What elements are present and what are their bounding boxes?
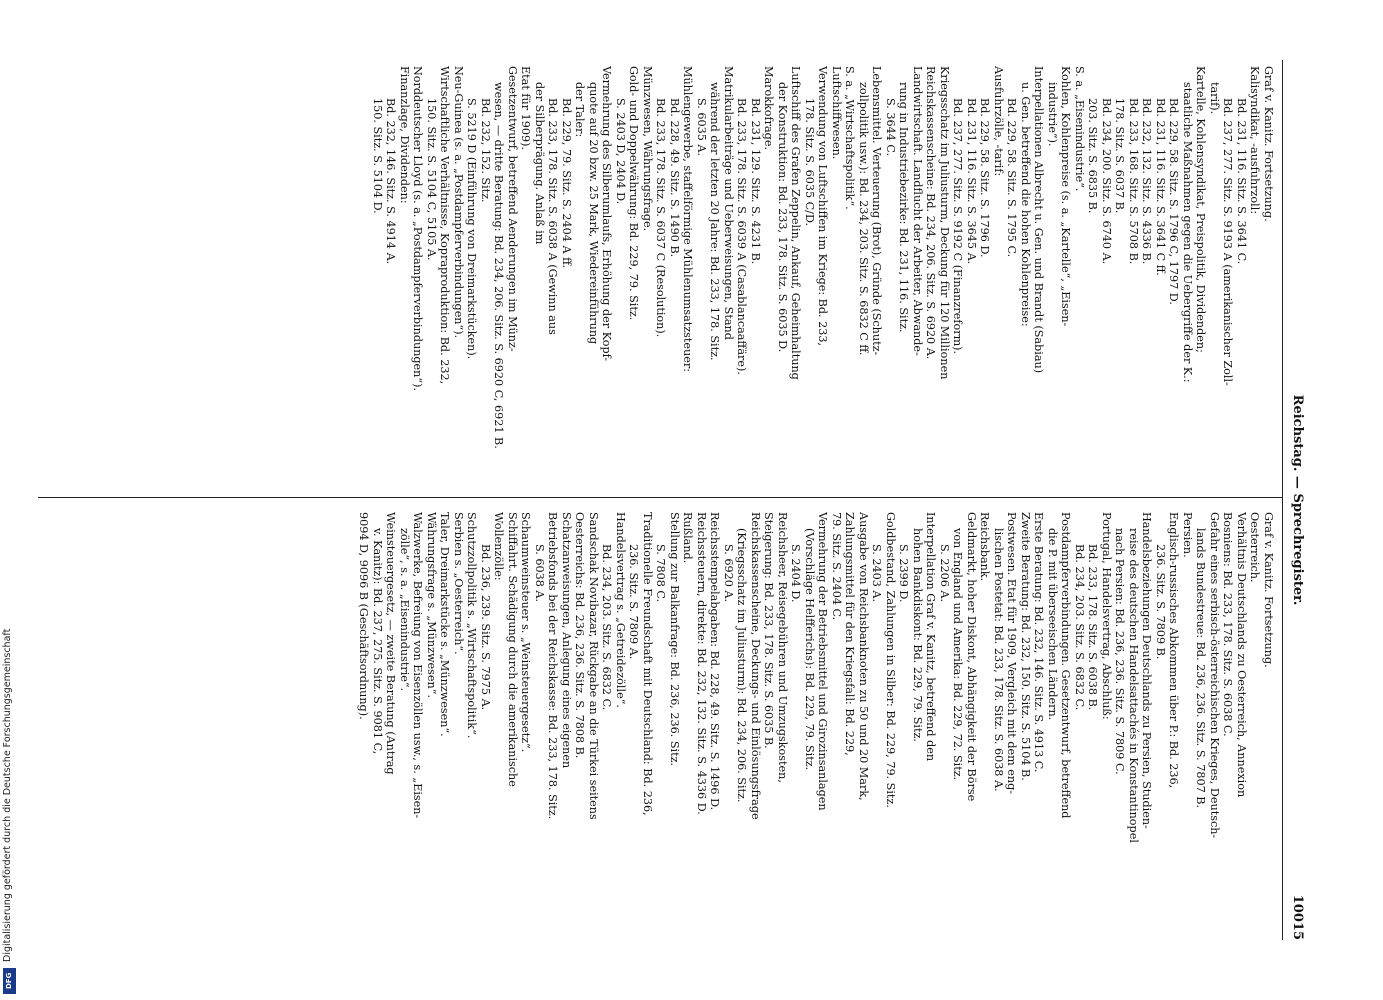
footer	[0, 0, 20, 1000]
column-divider	[38, 497, 1283, 498]
index-entry-line: S. 7808 C.	[654, 544, 668, 603]
index-entry-line: lands Bundestreue: Bd. 236, 236. Sitz. S. 7807 B.	[1194, 528, 1208, 809]
index-entry-line: 150. Sitz. S. 5104 D.	[371, 98, 384, 214]
index-entry-line: Luftschiff des Grafen Zeppelin, Ankauf, Geheimhaltung	[789, 66, 803, 380]
index-entry-line: Gesetzentwurf, betreffend Aenderungen im Münz-	[506, 66, 519, 352]
index-entry-line: quote auf 20 bzw. 25 Mark, Wiedereinführung	[587, 82, 600, 345]
index-entry-line: Gold- und Doppelwährung: Bd. 229, 79. Sitz.	[627, 66, 641, 321]
index-entry-line: Bd. 231, 129. Sitz. S. 4231 B.	[749, 98, 762, 265]
index-entry-line: Ausfuhrzölle, -tarif:	[992, 66, 1005, 177]
index-entry-line: 9094 D, 9096 B (Geschäftsordnung).	[357, 512, 371, 720]
index-entry-line: lischen Postetat: Bd. 233, 178. Sitz. S. 6038 A.	[992, 528, 1005, 792]
index-entry-line: Bd. 234, 200. Sitz. S. 6740 A.	[1100, 98, 1113, 265]
index-entry-line: Weinsteuergesetz, — zweite Beratung (Antrag	[384, 512, 398, 775]
index-entry-line: Mühlengewerbe, staffelförmige Mühlenumsatzsteuer:	[681, 66, 695, 372]
index-entry-line: Vermehrung des Silberumlaufs, Erhöhung der Kopf-	[600, 66, 614, 362]
index-entry-line: staatliche Maßnahmen gegen die Uebergriffe der K.:	[1181, 82, 1194, 383]
index-entry-line: rung in Industriebezirke: Bd. 231, 116. Sitz.	[897, 82, 911, 333]
index-entry-line: Interpellationen Albrecht u. Gen. und Brandt (Sabiau)	[1032, 66, 1046, 374]
index-entry-line: Reichsbank.	[978, 512, 992, 582]
index-entry-line: Bd. 236, 239. Sitz. S. 7975 A.	[479, 544, 492, 711]
index-entry-line: Betriebsfonds bei der Reichskasse: Bd. 233, 178. Sitz.	[546, 512, 560, 820]
index-entry-line: Verwendung von Luftschiffen im Kriege: Bd. 233,	[816, 66, 830, 347]
index-entry-line: Bd. 232, 152. Sitz.	[479, 98, 492, 203]
digitization-credit: Digitalisierung gefördert durch die Deutsche Forschungsgemeinschaft	[2, 628, 13, 962]
index-entry-line: 178. Sitz. S. 6035 C/D.	[803, 98, 816, 227]
index-entry-line: 203. Sitz. S. 6835 B.	[1086, 98, 1100, 214]
index-entry-line: zollpolitik usw.): Bd. 234, 203. Sitz. S. 6832 C ff.	[857, 82, 870, 356]
index-entry-line: Graf v. Kanitz. Fortsetzung.	[1262, 66, 1275, 222]
index-entry-line: Wollenzölle:	[492, 512, 506, 581]
index-entry-line: Kalisyndikat, -ausfuhrzoll:	[1248, 66, 1262, 215]
index-entry-line: Landwirtschaft. Landflucht der Arbeiter, Abwande-	[911, 66, 924, 356]
index-entry-line: 79. Sitz. S. 2404 C.	[830, 512, 843, 621]
index-entry-line: Etat für 1909).	[519, 66, 533, 151]
index-entry-line: Bd. 228, 49. Sitz. S. 1490 B.	[668, 98, 681, 258]
index-entry-line: Verhältnis Deutschlands zu Oesterreich, Annexion	[1235, 512, 1248, 798]
index-entry-line: industrie“).	[1046, 82, 1059, 147]
index-entry-line: Neu-Guinea (s. a. „Postdampferverbindungen“).	[452, 66, 465, 339]
index-entry-line: von England und Amerika: Bd. 229, 72. Sitz.	[951, 528, 965, 781]
right-column	[357, 512, 1275, 932]
index-entry-line: Bd. 229, 58. Sitz. S. 1795 C.	[1005, 98, 1019, 258]
index-entry-line: Vermehrung der Betriebsmittel und Girozinsanlagen	[816, 512, 830, 811]
index-entry-line: Graf v. Kanitz. Fortsetzung.	[1262, 512, 1275, 668]
index-entry-line: Steigerung: Bd. 233, 178. Sitz. S. 6035 B.	[762, 512, 776, 749]
index-entry-line: Oesterreichs: Bd. 236, 236. Sitz. S. 7808 B.	[573, 512, 587, 759]
index-entry-line: Kartelle, Kohlensyndikat, Preispolitik, Dividenden;	[1194, 66, 1208, 353]
index-entry-line: S. 2403 D, 2404 D.	[614, 98, 627, 205]
index-entry-line: Taler, Dreimarkstücke s. „Münzwesen“.	[438, 512, 452, 737]
page-header	[1285, 0, 1305, 1000]
index-entry-line: S. 6038 A.	[533, 544, 546, 603]
index-entry-line: Wirtschaftliche Verhältnisse, Kopraproduktion: Bd. 232,	[438, 66, 452, 385]
index-entry-line: Marokkofrage.	[762, 66, 776, 150]
index-entry-line: Schutzzollpolitik s. „Wirtschaftspolitik“.	[465, 512, 479, 739]
index-entry-line: der Konstruktion: Bd. 233, 178. Sitz. S. 6035 D.	[776, 82, 789, 353]
index-entry-line: Reichssteuern, direkte: Bd. 232, 132. Sitz. S. 4336 D.	[695, 512, 708, 815]
index-entry-line: S. 5219 D (Einführung von Dreimarkstücken).	[465, 98, 479, 360]
page-number: 10015	[1290, 894, 1305, 940]
index-entry-line: Persien.	[1181, 512, 1194, 558]
index-entry-line: Handelsbeziehungen Deutschlands zu Persien, Studien-	[1140, 512, 1154, 829]
index-entry-line: Münzwesen, Währungsfrage.	[641, 66, 654, 232]
index-entry-line: zölle“, s. a. „Eisenindustrie“.	[398, 528, 411, 692]
index-entry-line: Bd. 237, 277. Sitz. S. 9193 A (amerikanischer Zoll-	[1221, 98, 1235, 386]
index-entry-line: Oesterreich.	[1248, 512, 1262, 583]
index-entry-line: während der letzten 20 Jahre: Bd. 233, 178. Sitz.	[708, 82, 722, 361]
index-entry-line: 178. Sitz. S. 6037 B.	[1113, 98, 1127, 214]
index-entry-line: 236. Sitz. S. 7809 A.	[627, 544, 641, 660]
index-entry-line: Interpellation Graf v. Kanitz, betreffend den	[924, 512, 938, 762]
index-entry-line: Portugal, Handelsvertrag, Abschluß:	[1100, 512, 1113, 720]
index-entry-line: Traditionelle Freundschaft mit Deutschland: Bd. 236,	[641, 512, 654, 816]
index-entry-line: Gefahr eines serbisch-österreichischen Krieges, Deutsch-	[1208, 512, 1221, 839]
index-entry-line: Bd. 233, 178. Sitz. S. 6038 A (Gewinn aus	[546, 98, 560, 335]
index-entry-line: S. 6035 A.	[695, 98, 708, 157]
index-entry-line: Schaumweinsteuer s. „Weinsteuergesetz“.	[519, 512, 533, 753]
index-entry-line: Bd. 234, 203. Sitz. S. 6832 C.	[600, 544, 614, 711]
index-entry-line: Zweite Beratung: Bd. 232, 150. Sitz. S. 5104 B.	[1019, 512, 1032, 781]
index-entry-line: 236. Sitz. S. 7809 B.	[1154, 544, 1167, 660]
index-entry-line: Norddeutscher Lloyd (s. a. „Postdampferverbindungen“).	[411, 66, 425, 392]
index-entry-line: Bd. 231, 116. Sitz. S. 3641 C ff.	[1154, 98, 1167, 276]
index-entry-line: Erste Beratung: Bd. 232, 146. Sitz. S. 4913 C.	[1032, 512, 1046, 773]
index-entry-line: hohen Bankdiskont: Bd. 229, 79. Sitz.	[911, 528, 924, 742]
index-entry-line: Bd. 233, 168. Sitz. S. 5708 B.	[1127, 98, 1140, 265]
index-entry-line: tarif).	[1208, 82, 1221, 115]
index-entry-line: Matrikularbeiträge und Ueberweisungen, Stand	[722, 66, 735, 340]
index-entry-line: Walzwerke, Befreiung von Eisenzöllen usw., s. „Eisen-	[411, 512, 425, 819]
index-entry-line: Handelsvertrag s. „Getreidezölle“.	[614, 512, 627, 708]
dfg-logo: DFG	[3, 968, 16, 994]
index-entry-line: 150. Sitz. S. 5104 C, 5105 A.	[425, 98, 438, 261]
index-entry-line: der Silberprägung. Anlaß im	[533, 82, 546, 245]
index-entry-line: (Kriegsschatz im Juliusturm): Bd. 234, 206. Sitz.	[735, 528, 749, 803]
index-entry-line: Lebensmittel. Verteuerung (Brot), Gründe (Schutz-	[870, 66, 884, 356]
index-entry-line: Reichskassenscheine, Deckungs- und Einlösungsfrage	[749, 512, 762, 820]
index-entry-line: v. Kanitz): Bd. 237, 275. Sitz. S. 9081 C,	[371, 528, 384, 755]
index-entry-line: S. 3644 C.	[884, 98, 897, 157]
index-entry-line: Bd. 234, 203. Sitz. S. 6832 C.	[1073, 544, 1086, 711]
index-entry-line: der Taler:	[573, 82, 587, 138]
running-head: Reichstag. — Sprechregister.	[1290, 394, 1305, 606]
index-entry-line: Bd. 233, 178. Sitz. S. 6038 B.	[1086, 544, 1100, 711]
index-entry-line: Bd. 229, 58. Sitz. S. 1796 C, 1797 D.	[1167, 98, 1181, 305]
index-entry-line: wesen, — dritte Beratung: Bd. 234, 206. Sitz. S. 6920 C, 6921 B.	[492, 82, 506, 449]
index-entry-line: Reichsstempelabgaben: Bd. 228, 49. Sitz. S. 1496 D.	[708, 512, 722, 811]
index-entry-line: Sandschak Novibazar, Rückgabe an die Türkei seitens	[587, 512, 600, 820]
index-entry-line: Reichskassenscheine: Bd. 234, 206. Sitz. S. 6920 A.	[924, 66, 938, 360]
index-entry-line: Schatzanweisungen, Anlegung eines eigenen	[560, 512, 573, 769]
index-entry-line: Bd. 233, 178. Sitz. S. 6039 A (Casablancaaffäre).	[735, 98, 749, 375]
index-entry-line: Kohlen, Kohlenpreise (s. a. „Kartelle“, „Eisen-	[1059, 66, 1073, 327]
index-entry-line: Kriegsschatz im Juliusturm, Deckung für 120 Millionen	[938, 66, 951, 380]
index-entry-line: S. 2206 A.	[938, 544, 951, 603]
index-entry-line: S. a. „Eisenindustrie“.	[1073, 66, 1086, 192]
index-entry-line: S. 2403 A.	[870, 544, 884, 603]
index-entry-line: Bosniens: Bd. 233, 178. Sitz. S. 6038 C.	[1221, 512, 1235, 737]
index-entry-line: Ausgabe von Reichsbanknoten zu 50 und 20 Mark,	[857, 512, 870, 801]
index-entry-line: Luftschiffwesen.	[830, 66, 843, 160]
index-entry-line: Goldbestand, Zahlungen in Silber: Bd. 229, 79. Sitz.	[884, 512, 897, 808]
index-entry-line: Rußland.	[681, 512, 695, 564]
index-entry-line: Bd. 229, 79. Sitz. S. 2404 A ff.	[560, 98, 573, 269]
index-entry-line: nach Persien: Bd. 236, 236. Sitz. S. 7809 C.	[1113, 528, 1127, 775]
index-entry-line: Postwesen. Etat für 1909, Vergleich mit dem eng-	[1005, 512, 1019, 795]
left-column	[371, 66, 1276, 486]
index-entry-line: Postdampferverbindungen. Gesetzentwurf, betreffend	[1059, 512, 1073, 819]
index-entry-line: u. Gen. betreffend die hohen Kohlenpreise:	[1019, 82, 1032, 327]
index-entry-line: Stellung zur Balkanfrage: Bd. 236, 236. Sitz.	[668, 512, 681, 767]
index-entry-line: S. 2404 D.	[789, 544, 803, 603]
index-entry-line: Bd. 237, 277. Sitz. S. 9192 C (Finanzreform).	[951, 98, 965, 355]
index-entry-line: Serbien s. „Oesterreich“.	[452, 512, 465, 655]
index-entry-line: S. 6920 A.	[722, 544, 735, 603]
index-entry-line: Zahlungsmittel für den Kriegsfall: Bd. 229,	[843, 512, 857, 756]
index-entry-line: reise des deutschen Handelsattachés in Konstantinopel	[1127, 528, 1140, 843]
index-entry-line: Bd. 229, 58. Sitz. S. 1796 D.	[978, 98, 992, 258]
index-entry-line: Geldmarkt, hoher Diskont, Abhängigkeit der Börse	[965, 512, 978, 802]
index-entry-line: Bd. 231, 116. Sitz. S. 3645 A.	[965, 98, 978, 265]
index-entry-line: Bd. 232, 146. Sitz. S. 4914 A.	[384, 98, 398, 265]
index-entry-line: Englisch-russisches Abkommen über P.: Bd. 236,	[1167, 512, 1181, 789]
header-rule	[1282, 60, 1283, 940]
index-entry-line: Bd. 231, 116. Sitz. S. 3641 C.	[1235, 98, 1248, 265]
index-entry-line: S. a. „Wirtschaftspolitik“.	[843, 66, 857, 210]
index-entry-line: die P. mit überseeischen Ländern.	[1046, 528, 1059, 721]
index-entry-line: Bd. 233, 178. Sitz. S. 6037 C (Resolution).	[654, 98, 668, 338]
index-entry-line: Bd. 232, 132. Sitz. S. 4336 B.	[1140, 98, 1154, 265]
index-entry-line: Schiffahrt. Schädigung durch die amerikanische	[506, 512, 519, 787]
index-entry-line: S. 2399 D.	[897, 544, 911, 603]
index-entry-line: (Vorschläge Helfferichs): Bd. 229, 79. Sitz.	[803, 528, 816, 771]
index-entry-line: Finanzlage, Dividenden:	[398, 66, 411, 204]
index-entry-line: Währungsfrage s. „Münzwesen“.	[425, 512, 438, 699]
index-entry-line: Reichsheer, Reisegebühren und Umzugskosten,	[776, 512, 789, 783]
